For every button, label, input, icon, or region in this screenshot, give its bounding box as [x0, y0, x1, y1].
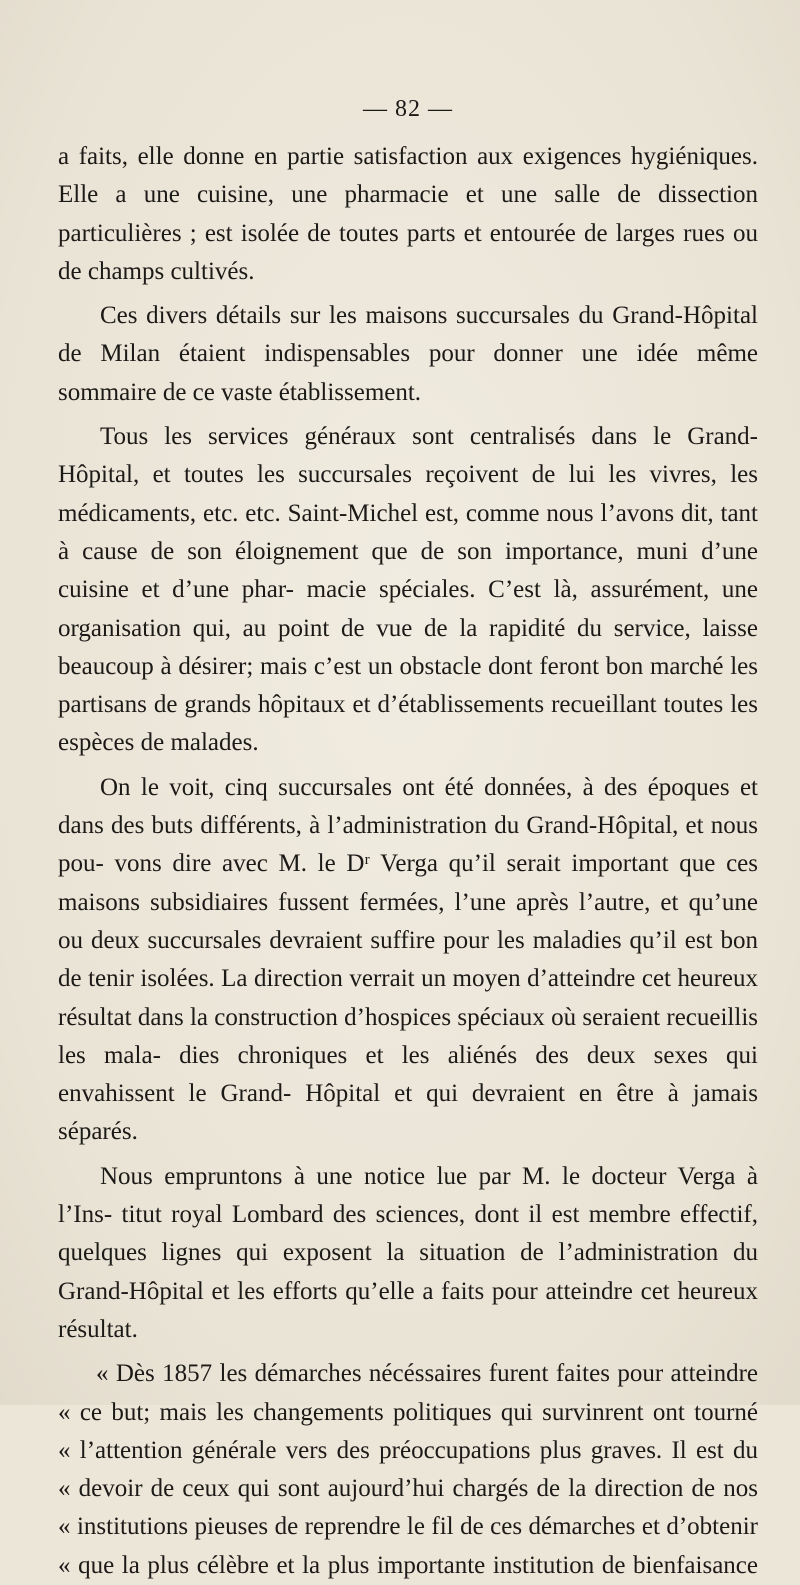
quote-line-4: « devoir de ceux qui sont aujourd’hui chargés de la direction de nos — [58, 1475, 758, 1503]
paragraph-5: Nous empruntons à une notice lue par M. le docteur Verga à l’Ins- titut royal Lombard des sciences, dont il est membre effectif, quelques lignes qui exposent la situation de l’administration du Grand-Hôpital et les efforts qu’elle a faits pour atteindre cet heureux résultat. — [58, 1162, 758, 1343]
quotation — [58, 1355, 758, 1585]
paragraph-2: Ces divers détails sur les maisons succursales du Grand-Hôpital de Milan étaient indispensables pour donner une idée même sommaire de ce vaste établissement. — [58, 302, 758, 406]
quote-line-5: « institutions pieuses de reprendre le fil de ces démarches et d’obtenir — [58, 1513, 758, 1541]
paragraph-3: Tous les services généraux sont centralisés dans le Grand-Hôpital, et toutes les succursales reçoivent de lui les vivres, les médicaments, etc. etc. Saint-Michel est, comme nous l’avons dit, tant à cause de son éloignement que de son importance, muni d’une cuisine et d’une phar- macie spéciales. C’est là, assurément, une organisation qui, au point de vue de la rapidité du service, laisse beaucoup à désirer; mais c’est un obstacle dont feront bon marché les partisans de grands hôpitaux et d’établissements recueillant toutes les espèces de malades. — [58, 423, 758, 757]
quote-line-3: « l’attention générale vers des préoccupations plus graves. Il est du — [58, 1436, 758, 1464]
quote-line-1: « Dès 1857 les démarches nécéssaires furent faites pour atteindre — [96, 1360, 758, 1388]
quote-line-2: « ce but; mais les changements politiques qui survinrent ont tourné — [58, 1398, 758, 1426]
paragraph-1: a faits, elle donne en partie satisfaction aux exigences hygiéniques. Elle a une cuisine, une pharmacie et une salle de dissection particulières ; est isolée de toutes parts et entourée de larges rues ou de champs cultivés. — [58, 143, 758, 285]
page-number: — 82 — — [363, 96, 453, 122]
body-text — [58, 138, 758, 1585]
quote-line-6: « que la plus célèbre et la plus importante institution de bienfaisance — [58, 1551, 758, 1579]
paragraph-4: On le voit, cinq succursales ont été données, à des époques et dans des buts différents, à l’administration du Grand-Hôpital, et nous pou- vons dire avec M. le Dʳ Verga qu’il serait important que ces maisons subsidiaires fussent fermées, l’une après l’autre, et qu’une ou deux succursales devraient suffire pour les maladies qu’il est bon de tenir isolées. La direction verrait un moyen d’atteindre cet heureux résultat dans la construction d’hospices spéciaux où seraient recueillis les mala- dies chroniques et les aliénés des deux sexes qui envahissent le Grand- Hôpital et qui devraient en être à jamais séparés. — [58, 773, 758, 1146]
